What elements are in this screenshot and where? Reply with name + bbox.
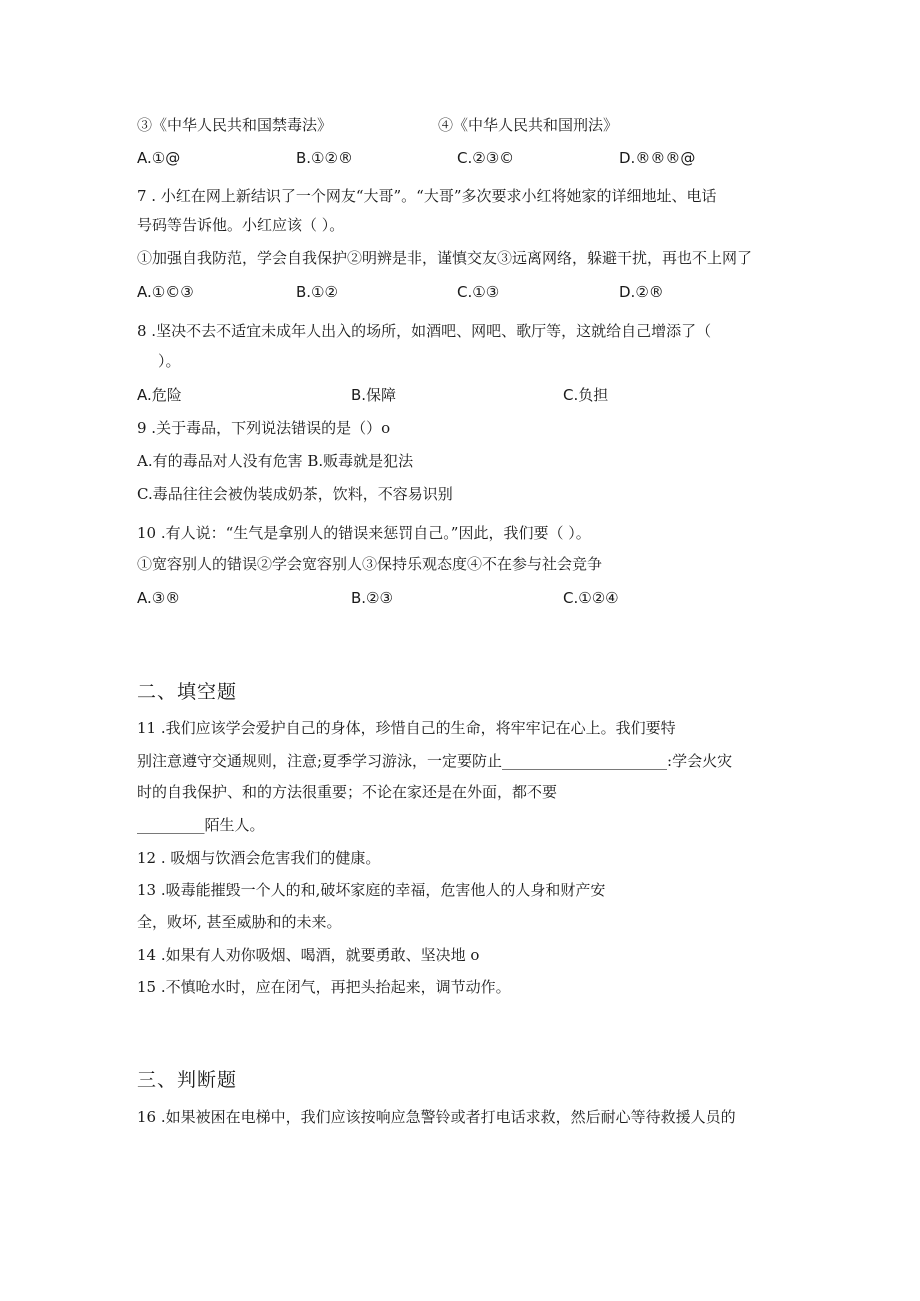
q16-line-1: 16 .如果被困在电梯中，我们应该按响应急警铃或者打电话求救，然后耐心等待救援人员的 bbox=[137, 1108, 736, 1126]
q11-line-4: _________陌生人。 bbox=[137, 816, 265, 834]
q7-option-b: B.①② bbox=[296, 283, 338, 301]
q14-line-1: 14 .如果有人劝你吸烟、喝酒，就要勇敢、坚决地 o bbox=[137, 946, 480, 964]
q15-line-1: 15 .不慎呛水时，应在闭气，再把头抬起来，调节动作。 bbox=[137, 978, 511, 996]
q7-option-a: A.①©③ bbox=[137, 283, 194, 301]
q9-line-3: C.毒品往往会被伪装成奶茶，饮料，不容易识别 bbox=[137, 485, 453, 503]
q6-option-b: B.①②® bbox=[296, 149, 353, 167]
q13-line-1: 13 .吸毒能摧毁一个人的和,破坏家庭的幸福，危害他人的人身和财产安 bbox=[137, 881, 606, 899]
q12-line-1: 12 . 吸烟与饮酒会危害我们的健康。 bbox=[137, 849, 381, 867]
q10-line-2: ①宽容别人的错误②学会宽容别人③保持乐观态度④不在参与社会竞争 bbox=[137, 555, 603, 573]
q11-line-3: 时的自我保护、和的方法很重要；不论在家还是在外面，都不要 bbox=[137, 783, 558, 801]
q9-line-2: A.有的毒品对人没有危害 B.贩毒就是犯法 bbox=[137, 452, 414, 470]
q10-line-1: 10 .有人说：“生气是拿别人的错误来惩罚自己。”因此，我们要（ ）。 bbox=[137, 524, 591, 542]
q7-line-3: ①加强自我防范，学会自我保护②明辨是非，谨慎交友③远离网络，躲避干扰，再也不上网了 bbox=[137, 249, 753, 267]
q6-option-c: C.②③© bbox=[457, 149, 515, 167]
q13-line-2: 全，败坏, 甚至威胁和的未来。 bbox=[137, 913, 342, 931]
q6-item-3: ③《中华人民共和国禁毒法》 bbox=[137, 116, 333, 134]
q9-line-1: 9 .关于毒品，下列说法错误的是（）o bbox=[137, 419, 391, 437]
q10-option-c: C.①②④ bbox=[563, 589, 619, 607]
q7-line-1: 7 . 小红在网上新结识了一个网友“大哥”。“大哥”多次要求小红将她家的详细地址、电话 bbox=[137, 187, 717, 205]
q8-line-2: ）。 bbox=[158, 352, 181, 370]
q7-option-d: D.②® bbox=[619, 283, 664, 301]
q11-line-2: 别注意遵守交通规则，注意;夏季学习游泳，一定要防止______________________:学会火灾 bbox=[137, 752, 733, 770]
q8-line-1: 8 .坚决不去不适宜未成年人出入的场所，如酒吧、网吧、歌厅等，这就给自己增添了（ bbox=[137, 322, 712, 340]
section-title-fill-in: 二、填空题 bbox=[137, 681, 238, 703]
q6-item-4: ④《中华人民共和国刑法》 bbox=[438, 116, 619, 134]
q8-option-c: C.负担 bbox=[563, 386, 609, 404]
q8-option-b: B.保障 bbox=[351, 386, 397, 404]
q6-option-a: A.①@ bbox=[137, 149, 181, 167]
q7-line-2: 号码等告诉他。小红应该（ ）。 bbox=[137, 216, 345, 234]
q7-option-c: C.①③ bbox=[457, 283, 500, 301]
q11-line-1: 11 .我们应该学会爱护自己的身体，珍惜自己的生命，将牢牢记在心上。我们要特 bbox=[137, 719, 676, 737]
q8-option-a: A.危险 bbox=[137, 386, 182, 404]
q10-option-b: B.②③ bbox=[351, 589, 393, 607]
section-title-judgement: 三、判断题 bbox=[137, 1069, 238, 1091]
q10-option-a: A.③® bbox=[137, 589, 181, 607]
q6-option-d: D.®®®@ bbox=[619, 149, 696, 167]
